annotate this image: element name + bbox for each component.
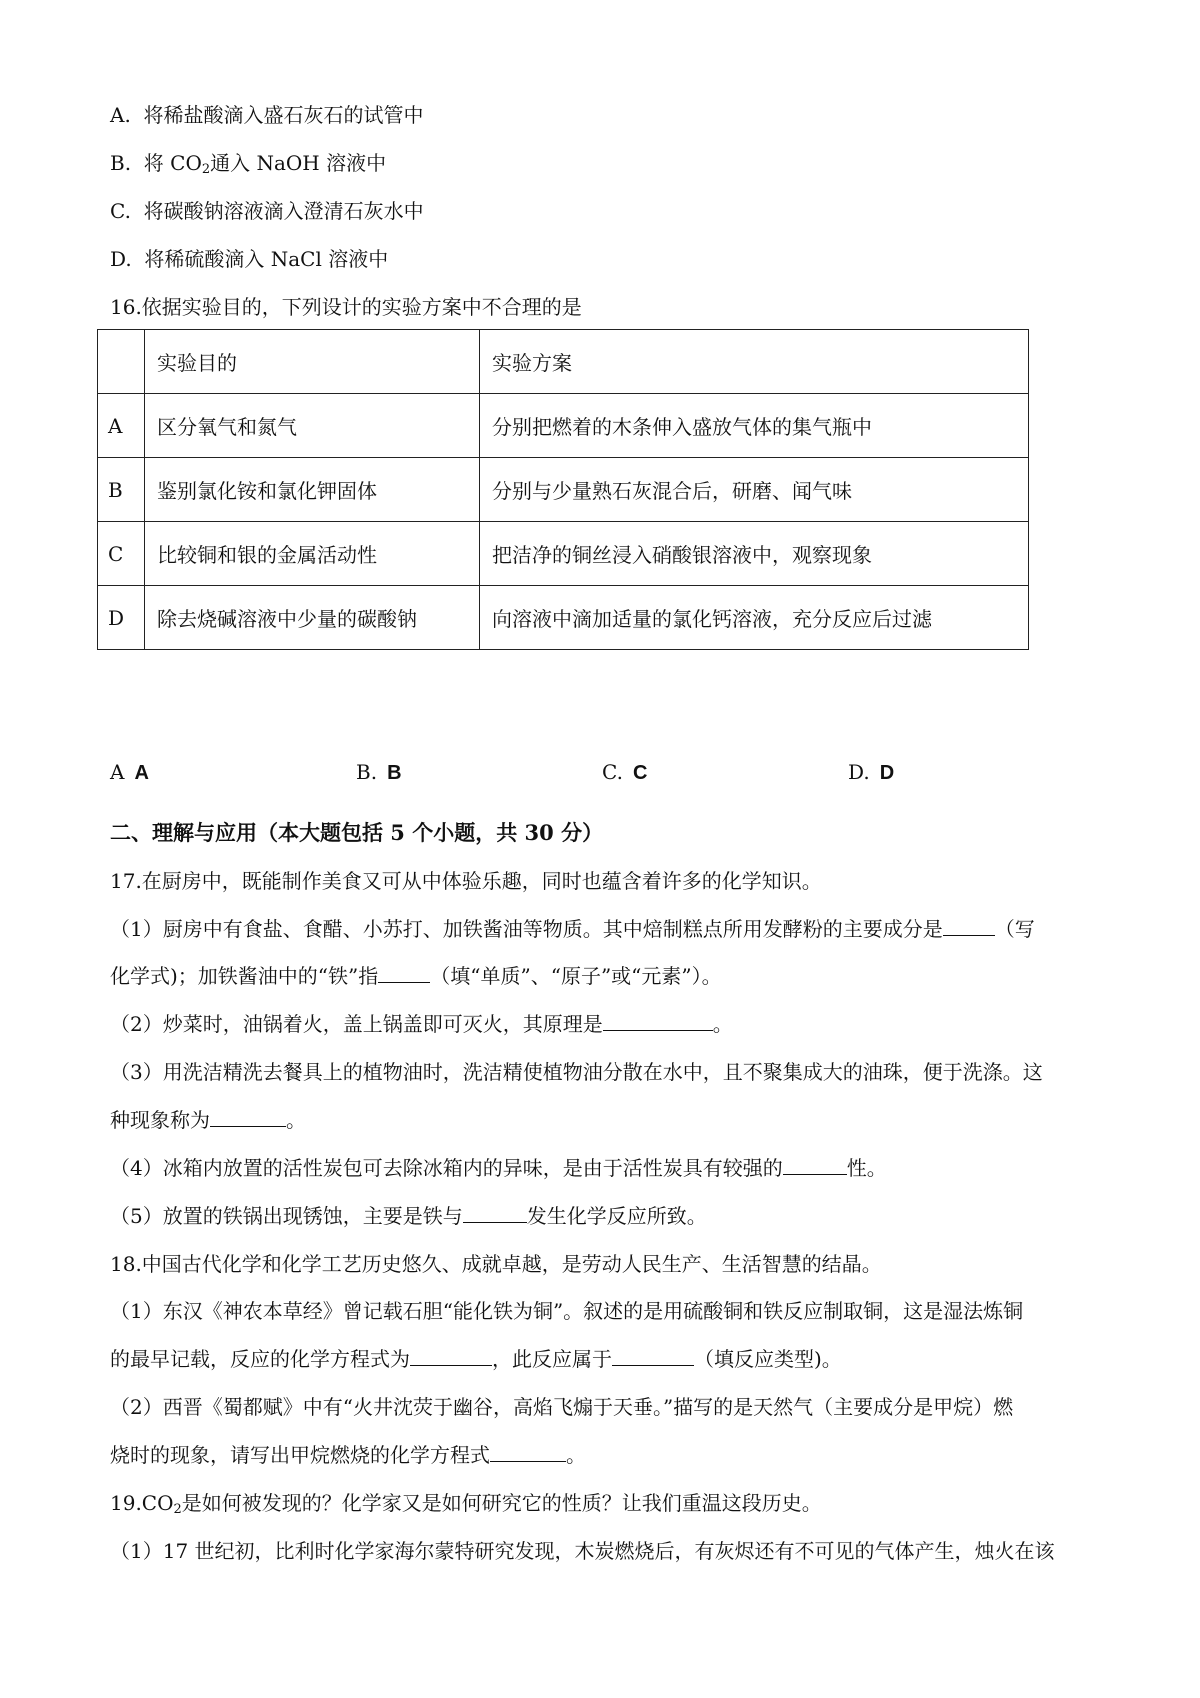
q16-option-a: A A [110, 760, 149, 784]
q17-stem: 17.在厨房中，既能制作美食又可从中体验乐趣，同时也蕴含着许多的化学知识。 [110, 869, 822, 893]
table-cell: 区分氧气和氮气 [145, 394, 480, 458]
table-cell: 向溶液中滴加适量的氯化钙溶液，充分反应后过滤 [480, 586, 1029, 650]
table-cell: 除去烧碱溶液中少量的碳酸钠 [145, 586, 480, 650]
q18-part2: （2）西晋《蜀都赋》中有“火井沈荧于幽谷，高焰飞煽于天垂。”描写的是天然气（主要成分是甲烷）燃 [110, 1395, 1014, 1419]
table-row [98, 394, 1029, 458]
table-cell: A [98, 394, 145, 458]
q17-part1-cont: 化学式)；加铁酱油中的“铁”指 （填“单质”、“原子”或“元素”）。 [110, 964, 722, 988]
table-cell: D [98, 586, 145, 650]
table-cell: C [98, 522, 145, 586]
q15-option-d: D. 将稀硫酸滴入 NaCl 溶液中 [110, 247, 389, 271]
q17-part2: （2）炒菜时，油锅着火，盖上锅盖即可灭火，其原理是 。 [110, 1012, 733, 1036]
table-cell: 把洁净的铜丝浸入硝酸银溶液中，观察现象 [480, 522, 1029, 586]
table-row [98, 586, 1029, 650]
q18-stem: 18.中国古代化学和化学工艺历史悠久、成就卓越，是劳动人民生产、生活智慧的结晶。 [110, 1252, 882, 1276]
table-row [98, 522, 1029, 586]
q17-part3-cont: 种现象称为 。 [110, 1108, 306, 1132]
q17-part1: （1）厨房中有食盐、食醋、小苏打、加铁酱油等物质。其中焙制糕点所用发酵粉的主要成分是 （写 [110, 917, 1035, 941]
q17-part3: （3）用洗洁精洗去餐具上的植物油时，洗洁精使植物油分散在水中，且不聚集成大的油珠，便于洗涤。这 [110, 1060, 1043, 1084]
table-header-row [98, 330, 1029, 394]
table-cell: 比较铜和银的金属活动性 [145, 522, 480, 586]
table-row [98, 458, 1029, 522]
table-cell: 实验方案 [480, 330, 1029, 394]
answer-blank[interactable] [612, 1345, 694, 1366]
q16-option-d: D. D [848, 760, 895, 784]
q17-part4: （4）冰箱内放置的活性炭包可去除冰箱内的异味，是由于活性炭具有较强的 性。 [110, 1156, 887, 1180]
answer-blank[interactable] [210, 1106, 286, 1127]
experiment-table [97, 329, 1029, 650]
q18-part2-cont: 烧时的现象，请写出甲烷燃烧的化学方程式 。 [110, 1443, 586, 1467]
table-cell: 分别把燃着的木条伸入盛放气体的集气瓶中 [480, 394, 1029, 458]
answer-blank[interactable] [603, 1010, 713, 1031]
section-title: 二、理解与应用（本大题包括 5 个小题，共 30 分） [110, 820, 604, 845]
table-cell: 实验目的 [145, 330, 480, 394]
table-cell: B [98, 458, 145, 522]
q15-option-a: A. 将稀盐酸滴入盛石灰石的试管中 [110, 103, 424, 127]
q18-part1-cont: 的最早记载，反应的化学方程式为 ，此反应属于 （填反应类型)。 [110, 1347, 842, 1371]
q15-option-b: B. 将 $CO_2$通入 NaOH 溶液中 [110, 151, 387, 177]
q16-stem: 16.依据实验目的，下列设计的实验方案中不合理的是 [110, 295, 582, 319]
answer-blank[interactable] [463, 1202, 527, 1223]
q16-option-b: B. B [356, 760, 402, 784]
answer-blank[interactable] [410, 1345, 492, 1366]
answer-blank[interactable] [378, 962, 430, 983]
answer-blank[interactable] [490, 1441, 566, 1462]
table-cell [98, 330, 145, 394]
answer-blank[interactable] [943, 915, 995, 936]
q19-part1: （1）17 世纪初，比利时化学家海尔蒙特研究发现，木炭燃烧后，有灰烬还有不可见的气体产生，烛火在该 [110, 1539, 1055, 1563]
table-cell: 鉴别氯化铵和氯化钾固体 [145, 458, 480, 522]
q18-part1: （1）东汉《神农本草经》曾记载石胆“能化铁为铜”。叙述的是用硫酸铜和铁反应制取铜，这是湿法炼铜 [110, 1299, 1024, 1323]
table-cell: 分别与少量熟石灰混合后，研磨、闻气味 [480, 458, 1029, 522]
q15-option-c: C. 将碳酸钠溶液滴入澄清石灰水中 [110, 199, 424, 223]
q17-part5: （5）放置的铁锅出现锈蚀，主要是铁与 发生化学反应所致。 [110, 1204, 707, 1228]
q16-option-c: C. C [602, 760, 648, 784]
q19-stem: $19.CO_2$是如何被发现的？化学家又是如何研究它的性质？让我们重温这段历史。 [110, 1491, 822, 1517]
answer-blank[interactable] [783, 1154, 847, 1175]
